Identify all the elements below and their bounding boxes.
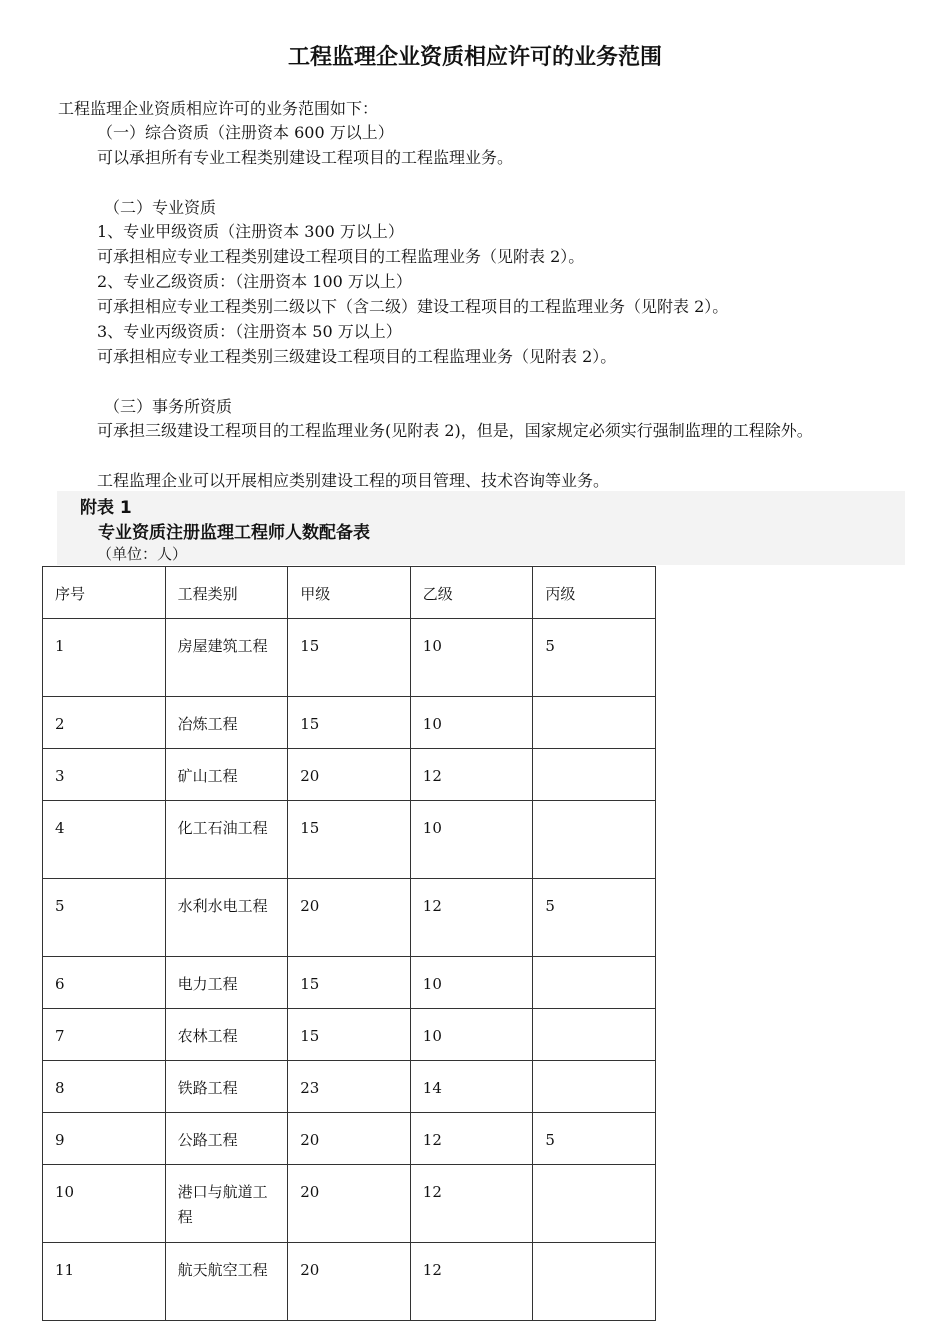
cell-grade-c	[533, 801, 656, 879]
header-cell-seq: 序号	[43, 567, 166, 619]
cell-seq: 3	[43, 749, 166, 801]
table-row	[43, 1061, 656, 1113]
table-row	[43, 1243, 656, 1321]
cell-seq: 4	[43, 801, 166, 879]
cell-seq: 2	[43, 697, 166, 749]
appendix-unit: （单位：人）	[97, 545, 188, 563]
cell-grade-a: 20	[288, 879, 411, 957]
table-row	[43, 801, 656, 879]
cell-grade-b: 10	[410, 697, 533, 749]
cell-seq: 6	[43, 957, 166, 1009]
header-cell-grade-b: 乙级	[410, 567, 533, 619]
section2-item1-body: 可承担相应专业工程类别建设工程项目的工程监理业务（见附表 2）。	[97, 247, 585, 266]
cell-category: 农林工程	[165, 1009, 288, 1061]
header-cell-grade-a: 甲级	[288, 567, 411, 619]
appendix-title: 专业资质注册监理工程师人数配备表	[98, 523, 370, 543]
table-row	[43, 1113, 656, 1165]
cell-seq: 9	[43, 1113, 166, 1165]
cell-grade-a: 15	[288, 957, 411, 1009]
cell-grade-b: 10	[410, 801, 533, 879]
table-row	[43, 1165, 656, 1243]
section3-extra: 工程监理企业可以开展相应类别建设工程的项目管理、技术咨询等业务。	[97, 471, 610, 490]
cell-grade-a: 20	[288, 1243, 411, 1321]
section3-body: 可承担三级建设工程项目的工程监理业务(见附表 2)，但是，国家规定必须实行强制监理的工程除外。	[97, 421, 813, 440]
cell-grade-a: 15	[288, 801, 411, 879]
cell-grade-a: 20	[288, 1165, 411, 1243]
cell-grade-c	[533, 957, 656, 1009]
cell-seq: 11	[43, 1243, 166, 1321]
cell-category: 水利水电工程	[165, 879, 288, 957]
cell-grade-c: 5	[533, 619, 656, 697]
cell-category: 电力工程	[165, 957, 288, 1009]
section2-item3-heading: 3、专业丙级资质：（注册资本 50 万以上）	[97, 322, 402, 341]
section2-heading: （二）专业资质	[104, 198, 217, 217]
cell-grade-c	[533, 749, 656, 801]
table-row	[43, 1009, 656, 1061]
cell-seq: 5	[43, 879, 166, 957]
section2-item2-heading: 2、专业乙级资质：（注册资本 100 万以上）	[97, 272, 412, 291]
cell-category: 公路工程	[165, 1113, 288, 1165]
section2-item3-body: 可承担相应专业工程类别三级建设工程项目的工程监理业务（见附表 2）。	[97, 347, 617, 366]
cell-category: 冶炼工程	[165, 697, 288, 749]
cell-category: 矿山工程	[165, 749, 288, 801]
cell-grade-a: 15	[288, 1009, 411, 1061]
appendix-label: 附表 1	[80, 498, 132, 518]
header-cell-grade-c: 丙级	[533, 567, 656, 619]
intro-text: 工程监理企业资质相应许可的业务范围如下：	[58, 99, 379, 118]
cell-category: 房屋建筑工程	[165, 619, 288, 697]
cell-category: 化工石油工程	[165, 801, 288, 879]
cell-grade-b: 12	[410, 749, 533, 801]
cell-grade-a: 20	[288, 1113, 411, 1165]
cell-grade-c	[533, 1009, 656, 1061]
cell-grade-b: 12	[410, 1165, 533, 1243]
cell-grade-c	[533, 697, 656, 749]
cell-grade-b: 10	[410, 1009, 533, 1061]
cell-seq: 1	[43, 619, 166, 697]
cell-seq: 10	[43, 1165, 166, 1243]
table-header-row	[43, 567, 656, 619]
cell-grade-b: 10	[410, 619, 533, 697]
section1-heading: （一）综合资质（注册资本 600 万以上）	[97, 123, 394, 142]
cell-grade-c: 5	[533, 879, 656, 957]
section3-heading: （三）事务所资质	[104, 397, 233, 416]
header-cell-category: 工程类别	[165, 567, 288, 619]
cell-seq: 8	[43, 1061, 166, 1113]
cell-grade-a: 20	[288, 749, 411, 801]
document-title: 工程监理企业资质相应许可的业务范围	[287, 45, 662, 70]
table-row	[43, 619, 656, 697]
cell-grade-b: 14	[410, 1061, 533, 1113]
table-row	[43, 749, 656, 801]
section2-item2-body: 可承担相应专业工程类别二级以下（含二级）建设工程项目的工程监理业务（见附表 2）。	[97, 297, 729, 316]
cell-grade-b: 12	[410, 1113, 533, 1165]
table-row	[43, 697, 656, 749]
cell-grade-b: 10	[410, 957, 533, 1009]
cell-grade-c	[533, 1061, 656, 1113]
cell-grade-b: 12	[410, 879, 533, 957]
cell-category: 港口与航道工程	[165, 1165, 288, 1243]
cell-grade-c: 5	[533, 1113, 656, 1165]
cell-category: 航天航空工程	[165, 1243, 288, 1321]
cell-grade-c	[533, 1243, 656, 1321]
table-row	[43, 957, 656, 1009]
table-row	[43, 879, 656, 957]
cell-seq: 7	[43, 1009, 166, 1061]
cell-grade-a: 23	[288, 1061, 411, 1113]
cell-grade-b: 12	[410, 1243, 533, 1321]
cell-grade-c	[533, 1165, 656, 1243]
cell-grade-a: 15	[288, 619, 411, 697]
cell-category: 铁路工程	[165, 1061, 288, 1113]
staffing-table	[42, 566, 656, 1321]
section1-body: 可以承担所有专业工程类别建设工程项目的工程监理业务。	[97, 148, 514, 167]
cell-grade-a: 15	[288, 697, 411, 749]
section2-item1-heading: 1、专业甲级资质（注册资本 300 万以上）	[97, 222, 404, 241]
